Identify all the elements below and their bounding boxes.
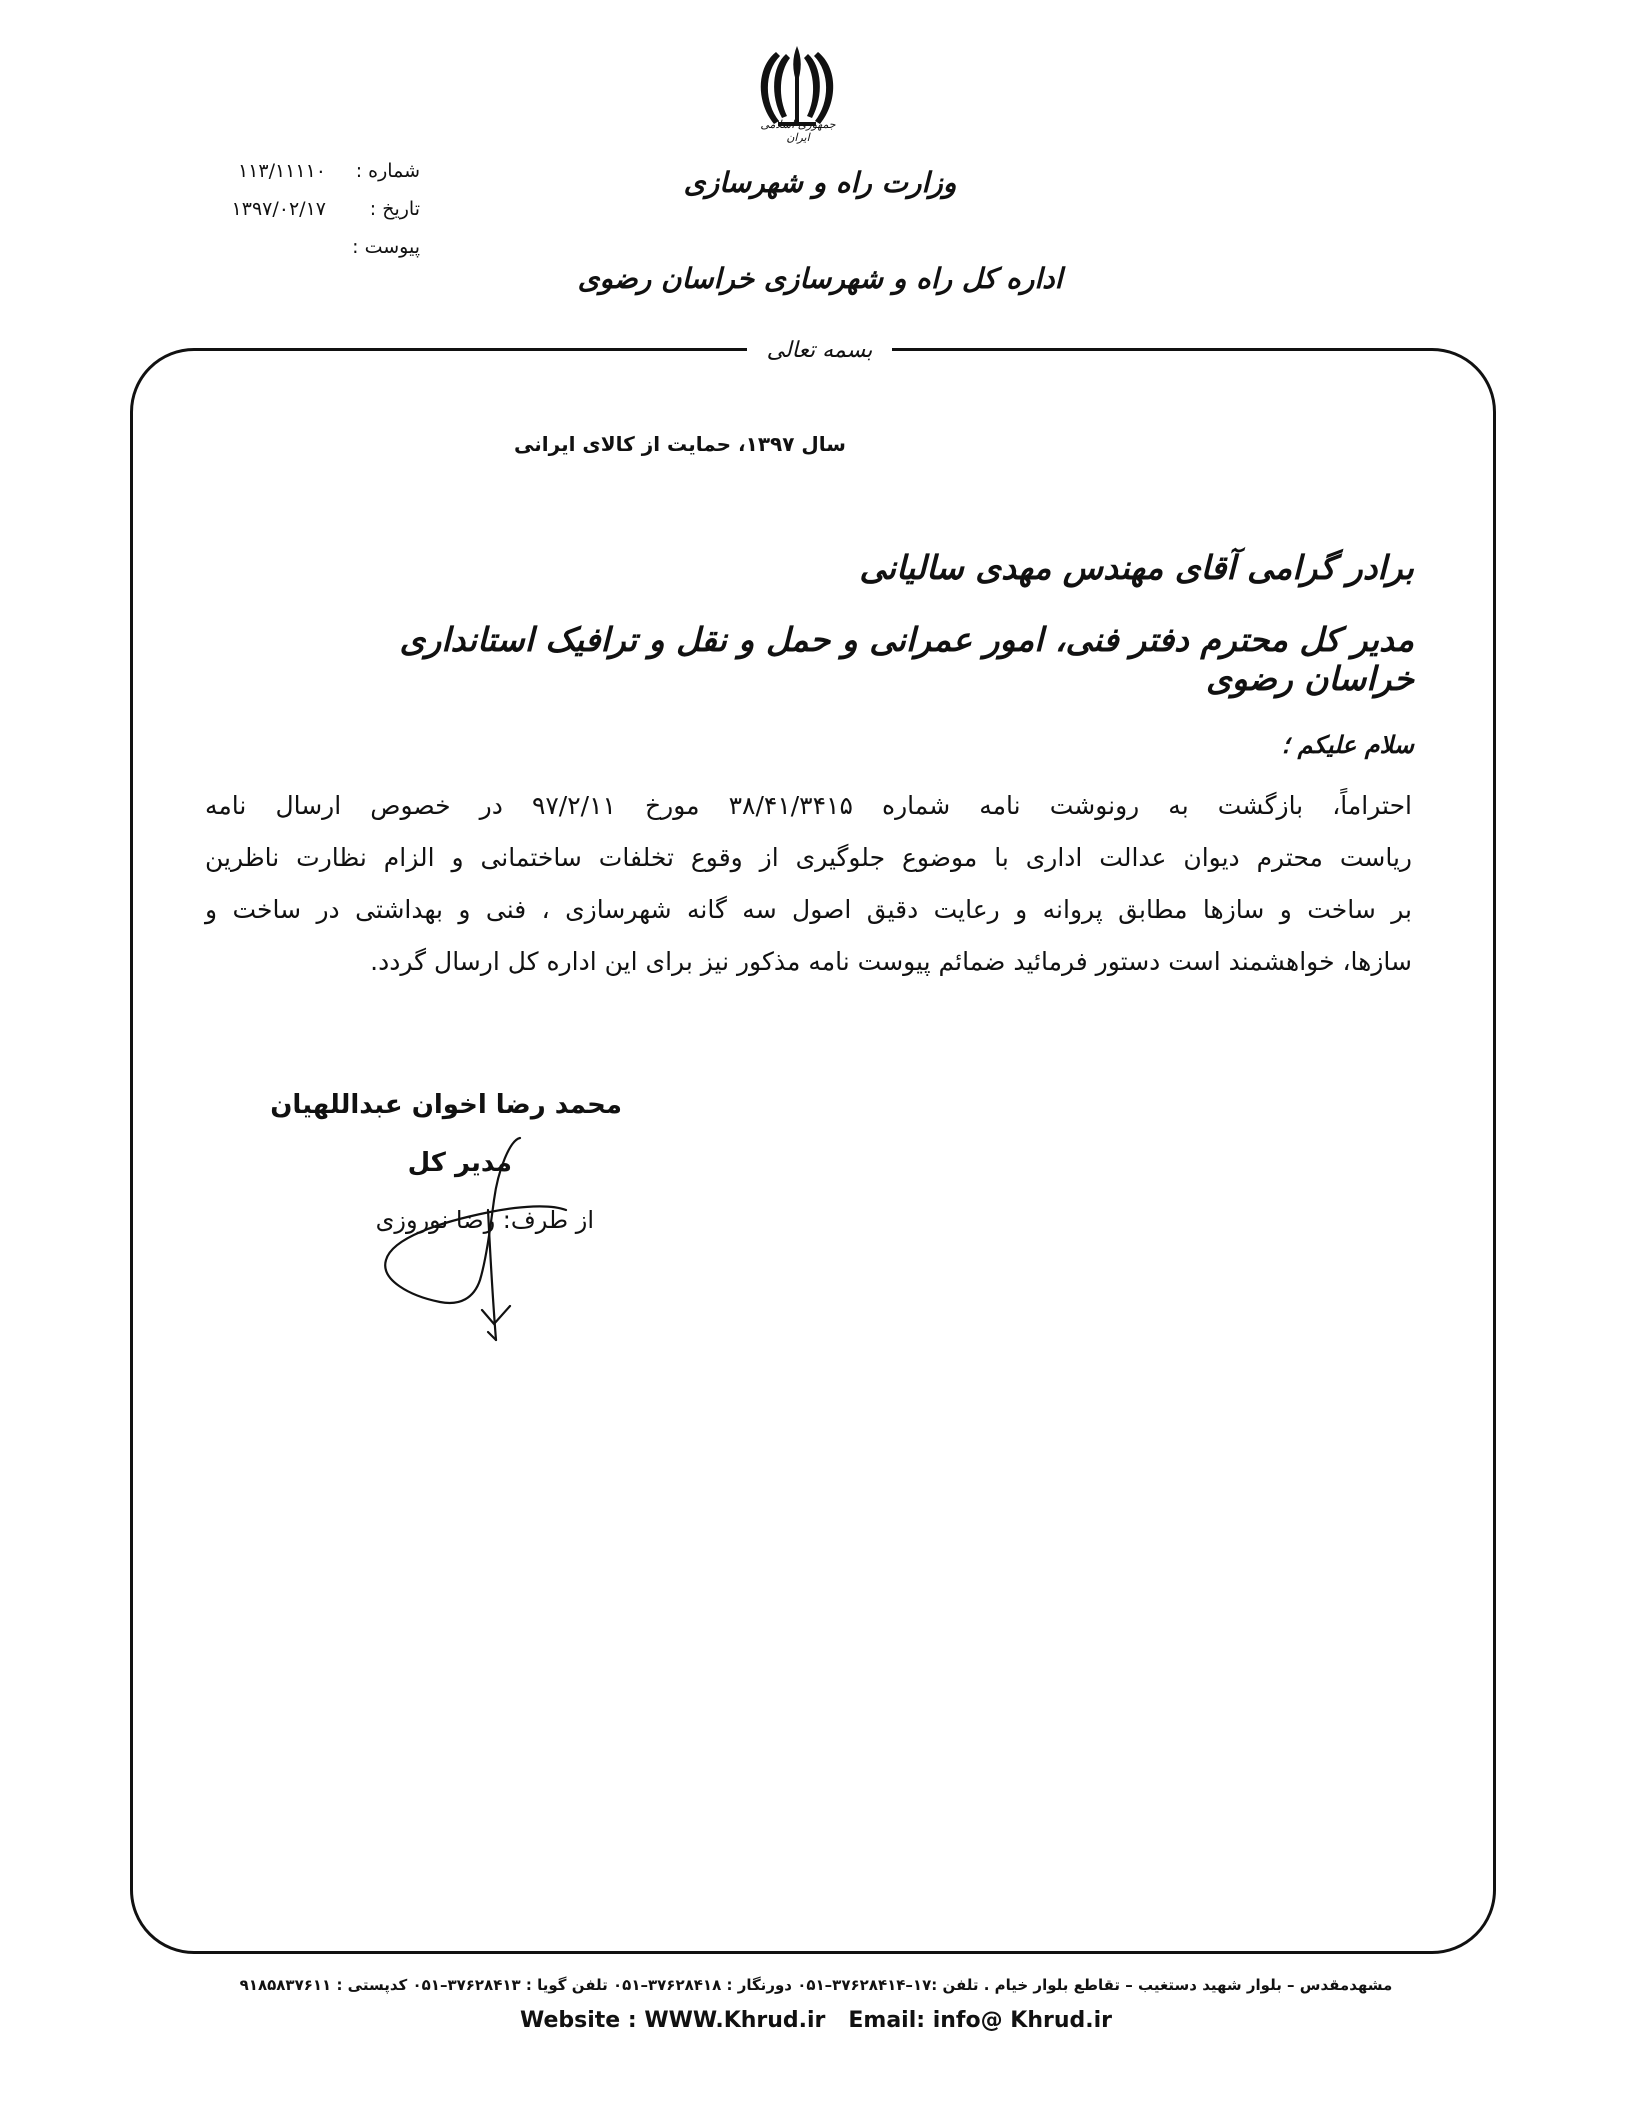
number-value: ۱۱۳/۱۱۱۱۰	[237, 160, 326, 182]
date-label: تاریخ :	[369, 198, 420, 220]
signer-title: مدیر کل	[407, 1148, 512, 1178]
recipient-name: برادر گرامی آقای مهندس مهدی سالیانی	[859, 548, 1414, 587]
meta-date-row	[100, 190, 420, 228]
body-line: ریاست محترم دیوان عدالت اداری با موضوع جلوگیری از وقوع تخلفات ساختمانی و الزام نظارت ناظرین	[205, 843, 1412, 872]
handwritten-signature-icon	[370, 1110, 590, 1360]
emblem-caption: جمهوری اسلامی ایران	[760, 118, 836, 144]
year-slogan: سال ۱۳۹۷، حمایت از کالای ایرانی	[514, 432, 846, 456]
recipient-position: مدیر کل محترم دفتر فنی، امور عمرانی و حمل و نقل و ترافیک استانداری خراسان رضوی	[399, 620, 1414, 698]
invocation: بسمه تعالی	[766, 338, 873, 363]
footer-web-email: Website : WWW.Khrud.ir Email: info@ Khrud.ir	[519, 2008, 1112, 2033]
number-label: شماره :	[355, 160, 420, 182]
body-line: احتراماً، بازگشت به رونوشت نامه شماره ۳۸/۴۱/۳۴۱۵ مورخ ۹۷/۲/۱۱ در خصوص ارسال نامه	[205, 791, 1412, 820]
letter-body	[205, 780, 1412, 988]
signer-name: محمد رضا اخوان عبداللهیان	[270, 1090, 622, 1120]
meta-attachment-row	[100, 228, 420, 266]
body-line: بر ساخت و سازها مطابق پروانه و رعایت دقیق اصول سه گانه شهرسازی ، فنی و بهداشتی در ساخت و	[205, 895, 1412, 924]
signer-on-behalf: از طرف: رضا نوروزی	[375, 1206, 594, 1234]
body-line: سازها، خواهشمند است دستور فرمائید ضمائم پیوست نامه مذکور نیز برای این اداره کل ارسال گردد.	[370, 947, 1412, 976]
salutation: سلام علیکم ؛	[1281, 730, 1414, 759]
date-value: ۱۳۹۷/۰۲/۱۷	[231, 198, 326, 220]
meta-number-row	[100, 152, 420, 190]
attachment-label: پیوست :	[352, 236, 420, 258]
directorate-name: اداره کل راه و شهرسازی خراسان رضوی	[577, 262, 1063, 295]
footer-address: مشهدمقدس – بلوار شهید دستغیب – تقاطع بلوار خیام . تلفن :۱۷–۳۷۶۲۸۴۱۴–۰۵۱ دورنگار : ۳۷۶۲۸۴۱۸–۰۵۱ تلفن گویا : ۳۷۶۲۸۴۱۳–۰۵۱ کدپستی : ۹۱۸۵۸۳۷۶۱۱	[239, 1976, 1393, 1994]
letter-meta	[100, 152, 420, 266]
ministry-name: وزارت راه و شهرسازی	[683, 166, 957, 199]
